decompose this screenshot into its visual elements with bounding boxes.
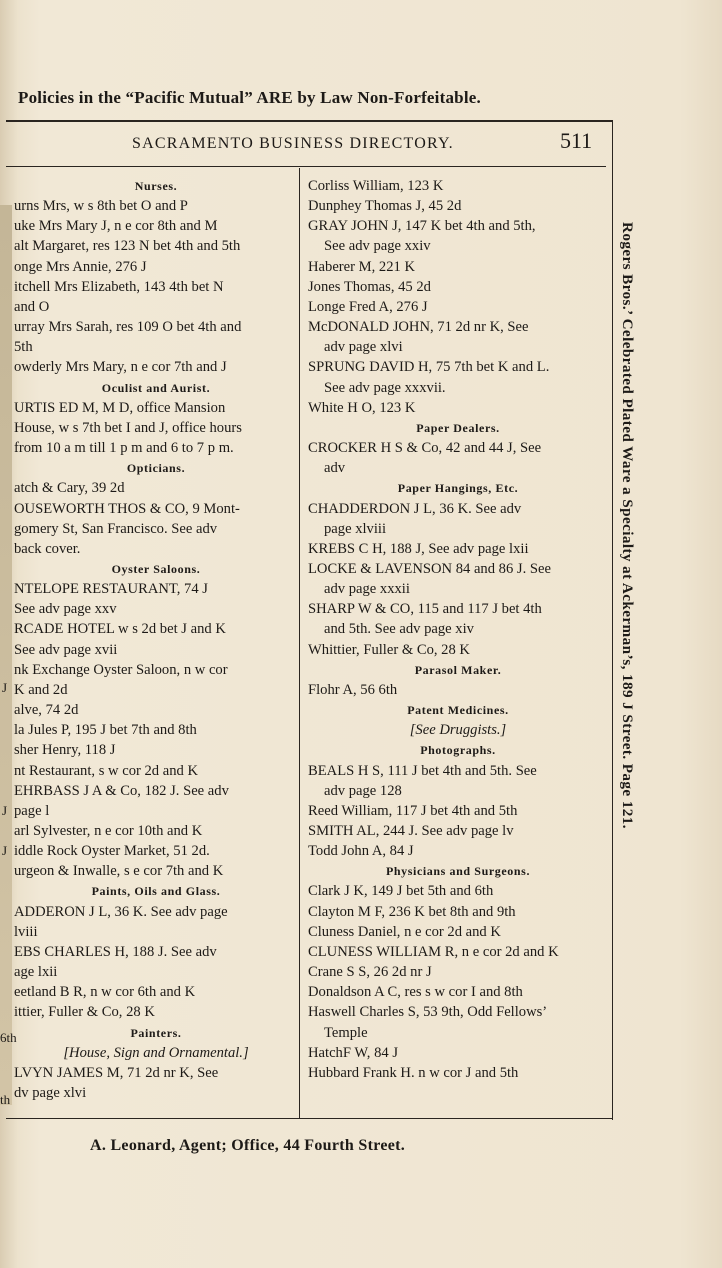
directory-entry: Donaldson A C, res s w cor I and 8th: [308, 984, 523, 1001]
section-heading: Painters.: [130, 1025, 182, 1040]
directory-entry: CLUNESS WILLIAM R, n e cor 2d and K: [308, 943, 559, 960]
margin-mark: J: [2, 843, 8, 858]
directory-entry: OUSEWORTH THOS & CO, 9 Mont-: [14, 500, 240, 517]
directory-entry: KREBS C H, 188 J, See adv page lxii: [308, 540, 529, 557]
section-heading: Paper Hangings, Etc.: [397, 481, 519, 496]
margin-mark: 6th: [0, 1030, 17, 1045]
directory-entry: page l: [14, 802, 50, 819]
directory-entry: owderly Mrs Mary, n e cor 7th and J: [14, 359, 227, 376]
directory-entry: alt Margaret, res 123 N bet 4th and 5th: [14, 238, 241, 255]
directory-entry: Hubbard Frank H. n w cor J and 5th: [308, 1064, 519, 1081]
directory-entry: Corliss William, 123 K: [308, 178, 444, 194]
binding-edge: [0, 205, 12, 1105]
directory-entry: 5th: [14, 339, 33, 356]
directory-entry: See adv page xvii: [14, 641, 118, 658]
directory-entry: Haberer M, 221 K: [308, 258, 415, 275]
directory-entry: dv page xlvi: [14, 1085, 87, 1102]
directory-entry: Crane S S, 26 2d nr J: [308, 964, 432, 981]
directory-entry-continuation: See adv page xxxvii.: [324, 379, 446, 396]
directory-entry: White H O, 123 K: [308, 399, 416, 416]
directory-entry: urgeon & Inwalle, s e cor 7th and K: [14, 863, 224, 880]
margin-mark: th: [0, 1092, 11, 1107]
page-title: SACRAMENTO BUSINESS DIRECTORY.: [132, 135, 454, 152]
directory-entry: back cover.: [14, 540, 81, 557]
section-note: [See Druggists.]: [409, 722, 507, 739]
directory-entry: EBS CHARLES H, 188 J. See adv: [14, 943, 217, 960]
directory-entry-continuation: page xlviii: [324, 520, 387, 537]
directory-entry: HatchF W, 84 J: [308, 1044, 398, 1061]
directory-entry: CHADDERDON J L, 36 K. See adv: [308, 500, 522, 517]
directory-entry-continuation: See adv page xxiv: [324, 238, 431, 255]
side-advertisement: [616, 222, 640, 1032]
directory-entry: age lxii: [14, 964, 58, 981]
section-heading: Parasol Maker.: [414, 662, 502, 677]
directory-entry: and O: [14, 298, 50, 315]
directory-entry: Reed William, 117 J bet 4th and 5th: [308, 802, 518, 819]
directory-entry: House, w s 7th bet I and J, office hours: [14, 419, 242, 436]
directory-entry: Cluness Daniel, n e cor 2d and K: [308, 923, 501, 940]
directory-entry: Longe Fred A, 276 J: [308, 298, 428, 315]
section-heading: Patent Medicines.: [407, 703, 509, 718]
directory-entry: K and 2d: [14, 681, 68, 698]
section-heading: Opticians.: [126, 461, 186, 476]
directory-entry-continuation: adv page xlvi: [324, 339, 403, 356]
directory-entry: uke Mrs Mary J, n e cor 8th and M: [14, 218, 218, 235]
directory-entry-continuation: Temple: [324, 1024, 368, 1041]
directory-entry: urns Mrs, w s 8th bet O and P: [14, 198, 188, 215]
section-heading: Paints, Oils and Glass.: [91, 884, 221, 899]
directory-entry: Haswell Charles S, 53 9th, Odd Fellows’: [308, 1004, 548, 1021]
side-advertisement-text: Rogers Bros.’ Celebrated Plated Ware a Specialty at Ackerman’s, 189 J Street. Page 121.: [619, 222, 636, 829]
section-heading: Oculist and Aurist.: [101, 380, 211, 395]
margin-mark: J: [2, 680, 8, 695]
column-divider: [299, 168, 300, 1118]
directory-entry: SHARP W & CO, 115 and 117 J bet 4th: [308, 601, 542, 618]
directory-entry-continuation: adv page 128: [324, 782, 402, 799]
bottom-advertisement: A. Leonard, Agent; Office, 44 Fourth Street.: [90, 1137, 406, 1154]
directory-entry: itchell Mrs Elizabeth, 143 4th bet N: [14, 278, 224, 295]
directory-entry: See adv page xxv: [14, 601, 117, 618]
page-number: 511: [560, 128, 593, 153]
section-heading: Photographs.: [420, 743, 496, 758]
left-column: [14, 176, 298, 1103]
header-rule: [6, 166, 606, 167]
margin-mark: J: [2, 803, 8, 818]
directory-entry: Flohr A, 56 6th: [308, 681, 398, 698]
directory-entry: eetland B R, n w cor 6th and K: [14, 984, 196, 1001]
directory-entry-continuation: adv page xxxii: [324, 581, 410, 598]
directory-entry: urray Mrs Sarah, res 109 O bet 4th and: [14, 319, 242, 336]
directory-entry: iddle Rock Oyster Market, 51 2d.: [14, 843, 210, 860]
directory-entry-continuation: and 5th. See adv page xiv: [324, 621, 474, 638]
directory-entry: arl Sylvester, n e cor 10th and K: [14, 823, 203, 839]
bottom-rule: [6, 1118, 612, 1119]
directory-entry: lviii: [14, 923, 38, 940]
directory-entry: from 10 a m till 1 p m and 6 to 7 p m.: [14, 440, 234, 457]
directory-entry: Todd John A, 84 J: [308, 843, 414, 860]
directory-entry: nt Restaurant, s w cor 2d and K: [14, 762, 199, 779]
section-heading: Paper Dealers.: [416, 420, 500, 435]
top-advertisement: Policies in the “Pacific Mutual” ARE by Law Non-Forfeitable.: [18, 88, 481, 107]
directory-entry: URTIS ED M, M D, office Mansion: [14, 399, 226, 416]
directory-entry: Dunphey Thomas J, 45 2d: [308, 198, 462, 215]
directory-entry: LVYN JAMES M, 71 2d nr K, See: [14, 1064, 219, 1081]
directory-entry: McDONALD JOHN, 71 2d nr K, See: [308, 319, 529, 336]
directory-entry-continuation: adv: [324, 460, 346, 477]
directory-entry: Jones Thomas, 45 2d: [308, 278, 431, 295]
right-column: [308, 176, 608, 1083]
section-heading: Nurses.: [134, 179, 178, 193]
directory-entry: EHRBASS J A & Co, 182 J. See adv: [14, 782, 229, 799]
directory-entry: Clark J K, 149 J bet 5th and 6th: [308, 883, 494, 900]
directory-entry: SPRUNG DAVID H, 75 7th bet K and L.: [308, 359, 550, 376]
directory-entry: nk Exchange Oyster Saloon, n w cor: [14, 661, 228, 678]
right-border-rule: [612, 120, 613, 1120]
directory-entry: la Jules P, 195 J bet 7th and 8th: [14, 722, 197, 739]
directory-entry: CROCKER H S & Co, 42 and 44 J, See: [308, 440, 542, 457]
directory-entry: Clayton M F, 236 K bet 8th and 9th: [308, 903, 516, 920]
section-heading: Oyster Saloons.: [111, 561, 201, 576]
directory-entry: ADDERON J L, 36 K. See adv page: [14, 903, 228, 920]
directory-entry: alve, 74 2d: [14, 702, 79, 719]
directory-entry: sher Henry, 118 J: [14, 742, 116, 759]
directory-entry: SMITH AL, 244 J. See adv page lv: [308, 823, 514, 839]
directory-entry: BEALS H S, 111 J bet 4th and 5th. See: [308, 762, 537, 779]
directory-entry: NTELOPE RESTAURANT, 74 J: [14, 581, 208, 598]
directory-entry: Whittier, Fuller & Co, 28 K: [308, 641, 470, 658]
directory-entry: atch & Cary, 39 2d: [14, 480, 125, 497]
directory-entry: gomery St, San Francisco. See adv: [14, 520, 218, 537]
directory-entry: GRAY JOHN J, 147 K bet 4th and 5th,: [308, 218, 536, 235]
section-note: [House, Sign and Ornamental.]: [63, 1044, 249, 1061]
directory-entry: LOCKE & LAVENSON 84 and 86 J. See: [308, 560, 551, 577]
top-rule: [6, 120, 612, 122]
directory-entry: ittier, Fuller & Co, 28 K: [14, 1004, 155, 1021]
directory-entry: RCADE HOTEL w s 2d bet J and K: [14, 621, 226, 638]
directory-entry: onge Mrs Annie, 276 J: [14, 258, 147, 275]
section-heading: Physicians and Surgeons.: [385, 864, 531, 879]
